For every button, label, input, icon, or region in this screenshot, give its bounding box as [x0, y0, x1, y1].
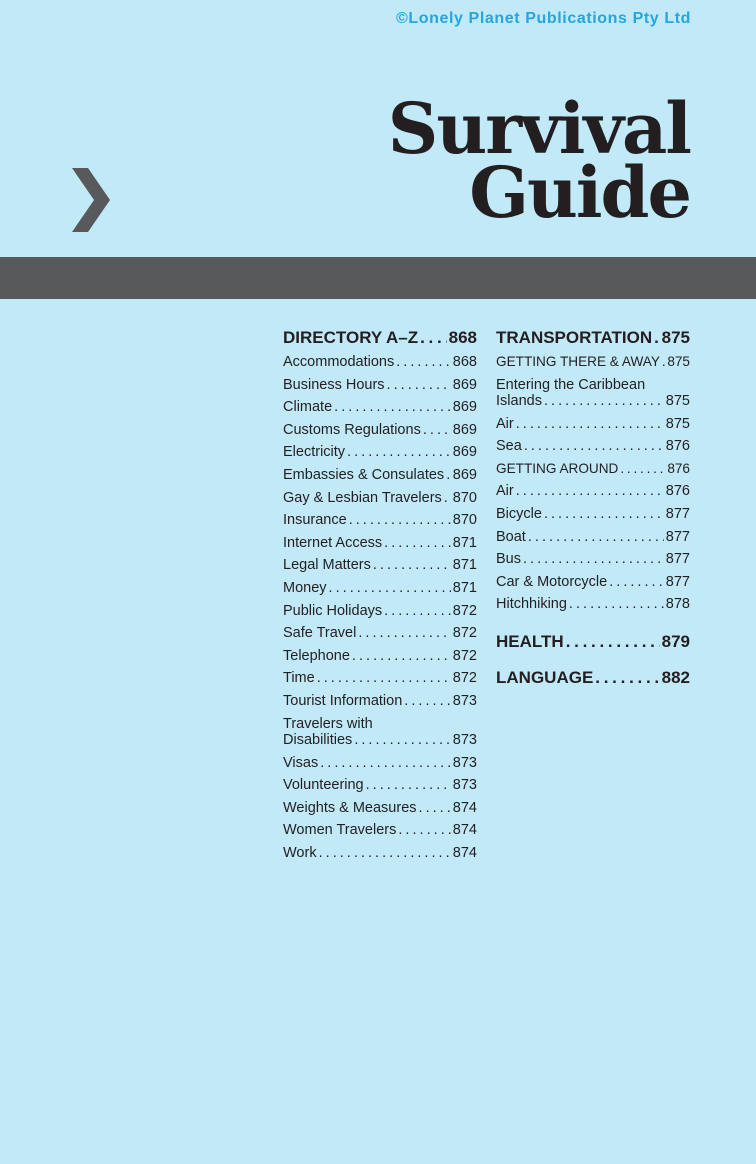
toc-entry-label: Air — [496, 483, 514, 500]
toc-leader-dots — [566, 630, 660, 654]
toc-entry-label: Sea — [496, 438, 522, 455]
toc-leader-dots — [609, 571, 664, 594]
divider-band — [0, 257, 756, 299]
toc-page-number: 879 — [661, 631, 690, 651]
toc-left-column — [283, 326, 477, 864]
toc-page-number: 876 — [665, 483, 690, 500]
toc-subheading-label: GETTING THERE & AWAY — [496, 354, 660, 369]
toc-subheading-getting-there[interactable] — [496, 351, 690, 374]
toc-page-number: 875 — [667, 354, 690, 369]
spacer — [496, 616, 690, 624]
toc-entry[interactable] — [496, 526, 690, 549]
toc-page-number: 869 — [452, 421, 477, 438]
toc-entry[interactable] — [496, 435, 690, 458]
toc-right-column — [496, 326, 690, 702]
toc-page-number: 878 — [665, 596, 690, 613]
toc-leader-dots — [398, 819, 450, 842]
toc-page-number: 875 — [661, 328, 690, 347]
toc-heading-directory[interactable] — [283, 326, 477, 350]
toc-entry-label: Customs Regulations — [283, 421, 421, 438]
toc-entry-label: Embassies & Consulates — [283, 466, 445, 483]
toc-entry-label: Accommodations — [283, 354, 395, 370]
toc-entry-label: Weights & Measures — [283, 799, 417, 816]
toc-entry-wrapped[interactable] — [283, 716, 477, 749]
toc-leader-dots — [349, 509, 451, 532]
toc-page-number: 882 — [661, 667, 690, 687]
title-line-1: Survival — [387, 87, 690, 170]
toc-page-number: 868 — [448, 328, 477, 347]
toc-page-number: 873 — [452, 754, 477, 771]
toc-entry-label: Air — [496, 415, 514, 432]
toc-entry[interactable] — [283, 600, 477, 623]
toc-entry-label: Volunteering — [283, 777, 364, 794]
toc-leader-dots — [334, 396, 451, 419]
toc-entry-label: Legal Matters — [283, 557, 371, 574]
toc-entry-label: Insurance — [283, 512, 347, 529]
toc-entry[interactable] — [283, 464, 477, 487]
toc-page-number: 872 — [452, 670, 477, 687]
toc-left-items-after — [283, 752, 477, 865]
toc-page-number: 877 — [665, 528, 690, 545]
toc-page-number: 875 — [665, 393, 690, 410]
toc-entry[interactable] — [283, 752, 477, 775]
toc-page-number: 874 — [452, 822, 477, 839]
toc-page-number: 872 — [452, 602, 477, 619]
toc-leader-dots — [366, 774, 451, 797]
toc-entry-label-line2: Islands — [496, 393, 542, 410]
toc-page-number: 872 — [452, 625, 477, 642]
toc-entry[interactable] — [283, 622, 477, 645]
toc-entry[interactable] — [496, 480, 690, 503]
toc-entry[interactable] — [496, 413, 690, 436]
toc-leader-dots — [544, 503, 664, 526]
toc-page-number: 870 — [452, 489, 477, 506]
toc-heading-label: TRANSPORTATION — [496, 328, 653, 347]
toc-entry[interactable] — [283, 351, 477, 374]
toc-page-number: 873 — [452, 732, 477, 748]
toc-page-number: 875 — [665, 415, 690, 432]
toc-leader-dots — [420, 326, 447, 350]
toc-page-number: 874 — [452, 799, 477, 816]
toc-page-number: 873 — [452, 777, 477, 794]
toc-page-number: 869 — [452, 399, 477, 416]
toc-entry-label-line1: Travelers with — [283, 715, 373, 732]
toc-heading-health[interactable] — [496, 630, 690, 654]
toc-leader-dots — [423, 419, 451, 442]
toc-leader-dots — [569, 593, 664, 616]
toc-entry-label: Public Holidays — [283, 602, 383, 619]
toc-subheading-getting-around[interactable] — [496, 458, 690, 481]
toc-leader-dots — [319, 842, 451, 865]
toc-entry[interactable] — [496, 548, 690, 571]
toc-page-number: 876 — [667, 460, 690, 476]
toc-page-number: 871 — [452, 534, 477, 551]
toc-entry-label: Electricity — [283, 444, 346, 461]
toc-entry[interactable] — [283, 487, 477, 510]
toc-entry-label: Work — [283, 844, 317, 861]
toc-leader-dots — [387, 374, 451, 397]
toc-leader-dots — [352, 645, 451, 668]
toc-leader-dots — [595, 666, 659, 690]
toc-entry[interactable] — [283, 441, 477, 464]
toc-heading-label: DIRECTORY A–Z — [283, 328, 419, 347]
toc-entry-label: Climate — [283, 399, 333, 416]
toc-leader-dots — [444, 487, 451, 510]
toc-entry[interactable] — [496, 503, 690, 526]
toc-leader-dots — [524, 435, 664, 458]
toc-entry[interactable] — [283, 797, 477, 820]
toc-entry[interactable] — [283, 509, 477, 532]
toc-entry-wrapped[interactable] — [496, 377, 690, 410]
toc-entry-label: Bicycle — [496, 505, 542, 522]
copyright-notice: ©Lonely Planet Publications Pty Ltd — [395, 10, 691, 27]
toc-entry-label: Business Hours — [283, 376, 385, 393]
toc-subheading-label: GETTING AROUND — [496, 460, 619, 476]
toc-entry-label: Boat — [496, 528, 526, 545]
toc-entry-label: Bus — [496, 551, 521, 568]
toc-leader-dots — [404, 690, 451, 713]
toc-entry[interactable] — [283, 690, 477, 713]
toc-entry-line2 — [283, 732, 477, 749]
toc-entry-label: Safe Travel — [283, 625, 357, 642]
toc-entry[interactable] — [496, 571, 690, 594]
toc-page-number: 869 — [452, 444, 477, 461]
toc-leader-dots — [528, 526, 664, 549]
toc-page-number: 877 — [665, 551, 690, 568]
toc-leader-dots — [354, 732, 450, 749]
toc-leader-dots — [544, 393, 664, 410]
toc-page-number: 870 — [452, 512, 477, 529]
toc-page-number: 877 — [665, 505, 690, 522]
toc-entry[interactable] — [283, 396, 477, 419]
toc-left-items — [283, 351, 477, 713]
toc-leader-dots — [654, 326, 659, 350]
toc-leader-dots — [523, 548, 664, 571]
toc-page-number: 868 — [452, 354, 477, 370]
toc-entry-label: Time — [283, 670, 315, 687]
toc-entry-label: Car & Motorcycle — [496, 573, 608, 590]
page-title — [387, 87, 690, 234]
toc-page-number: 869 — [452, 466, 477, 483]
toc-entry-label: Women Travelers — [283, 822, 397, 839]
toc-entry[interactable] — [283, 819, 477, 842]
toc-leader-dots — [347, 441, 451, 464]
toc-leader-dots — [358, 622, 450, 645]
toc-entry-label: Gay & Lesbian Travelers — [283, 489, 442, 506]
toc-leader-dots — [446, 464, 451, 487]
toc-entry-label: Tourist Information — [283, 692, 403, 709]
toc-entry-label-line2: Disabilities — [283, 732, 353, 748]
toc-entry[interactable] — [283, 645, 477, 668]
toc-entry-line2 — [496, 393, 690, 410]
toc-page-number: 871 — [452, 579, 477, 596]
toc-entry-label: Visas — [283, 754, 319, 771]
chevron-right-icon — [70, 166, 112, 234]
toc-page-number: 871 — [452, 557, 477, 574]
toc-leader-dots — [419, 797, 451, 820]
toc-page-number: 874 — [452, 844, 477, 861]
toc-leader-dots — [384, 600, 451, 623]
toc-entry[interactable] — [283, 419, 477, 442]
toc-page-number: 869 — [452, 376, 477, 393]
toc-entry-label: Internet Access — [283, 534, 383, 551]
toc-page-number: 877 — [665, 573, 690, 590]
toc-entry[interactable] — [283, 774, 477, 797]
toc-entry-label: Money — [283, 579, 327, 596]
toc-heading-language[interactable] — [496, 666, 690, 690]
toc-leader-dots — [320, 752, 451, 775]
toc-page-number: 876 — [665, 438, 690, 455]
toc-leader-dots — [662, 351, 665, 374]
toc-entry[interactable] — [283, 667, 477, 690]
toc-heading-transportation[interactable] — [496, 326, 690, 350]
toc-entry[interactable] — [283, 532, 477, 555]
toc-entry[interactable] — [283, 374, 477, 397]
toc-leader-dots — [384, 532, 451, 555]
toc-entry[interactable] — [496, 593, 690, 616]
title-line-2: Guide — [469, 151, 690, 234]
toc-entry[interactable] — [283, 842, 477, 865]
toc-leader-dots — [329, 577, 451, 600]
toc-entry-label: Telephone — [283, 647, 350, 664]
toc-entry[interactable] — [283, 554, 477, 577]
toc-entry-label: Hitchhiking — [496, 596, 567, 613]
toc-page-number: 872 — [452, 647, 477, 664]
toc-heading-label: LANGUAGE — [496, 667, 594, 687]
toc-entry-label-line1: Entering the Caribbean — [496, 376, 646, 393]
toc-leader-dots — [396, 351, 451, 374]
toc-heading-label: HEALTH — [496, 631, 564, 651]
toc-leader-dots — [373, 554, 451, 577]
toc-leader-dots — [620, 458, 665, 481]
toc-leader-dots — [516, 480, 664, 503]
toc-page-number: 873 — [452, 692, 477, 709]
toc-leader-dots — [516, 413, 664, 436]
toc-entry[interactable] — [283, 577, 477, 600]
toc-leader-dots — [317, 667, 451, 690]
